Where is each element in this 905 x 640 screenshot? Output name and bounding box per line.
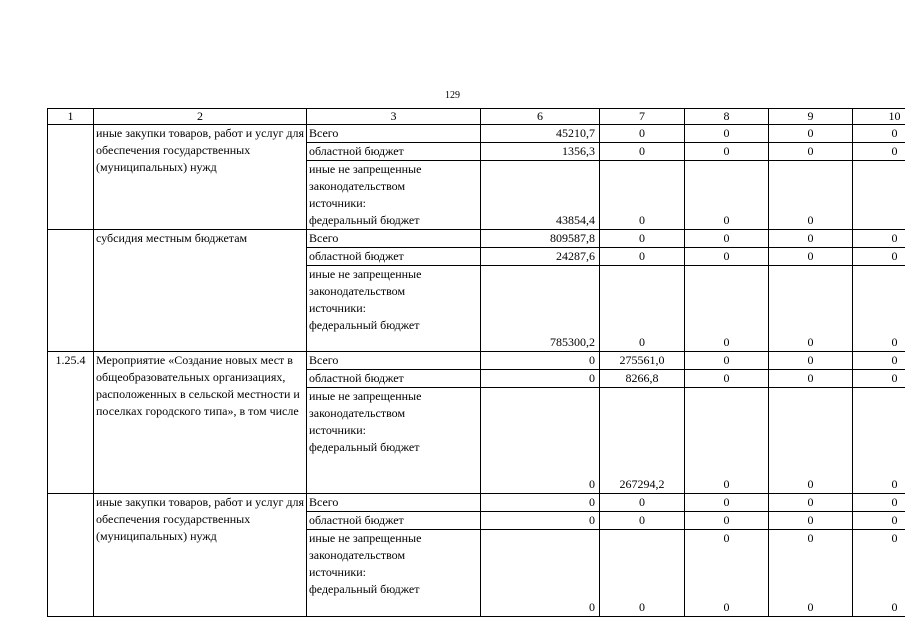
table-row — [48, 352, 905, 370]
funding-source: Всего — [307, 125, 481, 143]
value-cell: 0 — [685, 125, 769, 143]
item-number — [48, 230, 94, 352]
value-cell: 0 — [685, 388, 769, 494]
value-cell: 809587,8 — [481, 230, 600, 248]
funding-source-line: федеральный бюджет — [309, 440, 420, 454]
value-cell: 0 — [685, 266, 769, 352]
funding-source-line: законодательством — [309, 406, 406, 420]
value-cell: 0 — [481, 352, 600, 370]
value-cell: 0 — [769, 512, 853, 530]
value-cell: 0 — [769, 143, 853, 161]
header-cell: 8 — [685, 109, 769, 125]
funding-source — [307, 266, 481, 352]
value-cell: 0 — [853, 370, 905, 388]
item-name: иные закупки товаров, работ и услуг для обеспечения государственных (муниципальных) нужд — [94, 494, 307, 617]
value-cell: 24287,6 — [481, 248, 600, 266]
value-cell: 0 — [769, 388, 853, 494]
funding-source — [307, 388, 481, 494]
table-row — [48, 494, 905, 512]
item-number: 1.25.4 — [48, 352, 94, 494]
value-cell: 1356,3 — [481, 143, 600, 161]
funding-source — [307, 530, 481, 617]
header-cell: 3 — [307, 109, 481, 125]
value-cell: 0 — [769, 352, 853, 370]
item-name: иные закупки товаров, работ и услуг для обеспечения государственных (муниципальных) нужд — [94, 125, 307, 230]
header-cell: 10 — [853, 109, 905, 125]
value-cell-top: 0 — [891, 531, 898, 545]
value-cell: 267294,2 — [600, 388, 685, 494]
value-cell: 8266,8 — [600, 370, 685, 388]
value-cell: 275561,0 — [600, 352, 685, 370]
header-cell: 9 — [769, 109, 853, 125]
funding-source-line: иные не запрещенные — [309, 531, 422, 545]
value-cell: 43854,4 — [481, 161, 600, 230]
value-cell: 0 — [481, 530, 600, 617]
value-cell — [769, 530, 853, 617]
funding-source-line: федеральный бюджет — [309, 318, 420, 332]
value-cell: 0 — [600, 248, 685, 266]
budget-table — [47, 108, 905, 617]
item-number — [48, 125, 94, 230]
value-cell-bottom: 0 — [807, 600, 814, 614]
funding-source: Всего — [307, 352, 481, 370]
value-cell: 0 — [600, 530, 685, 617]
value-cell: 0 — [853, 512, 905, 530]
value-cell: 0 — [600, 125, 685, 143]
value-cell: 0 — [853, 494, 905, 512]
header-cell: 6 — [481, 109, 600, 125]
value-cell: 0 — [600, 512, 685, 530]
funding-source: Всего — [307, 230, 481, 248]
funding-source-line: законодательством — [309, 548, 406, 562]
value-cell: 45210,7 — [481, 125, 600, 143]
value-cell: 0 — [685, 352, 769, 370]
funding-source-line: законодательством — [309, 284, 406, 298]
value-cell-bottom: 0 — [723, 600, 730, 614]
header-cell: 1 — [48, 109, 94, 125]
value-cell — [685, 530, 769, 617]
table-row — [48, 125, 905, 143]
value-cell: 0 — [853, 266, 905, 352]
funding-source: Всего — [307, 494, 481, 512]
value-cell: 0 — [853, 248, 905, 266]
item-name: Мероприятие «Создание новых мест в общеобразовательных организациях, расположенных в сельской местности и поселках городского типа», в том числе — [94, 352, 307, 494]
value-cell: 0 — [853, 352, 905, 370]
value-cell-top: 0 — [723, 531, 730, 545]
funding-source-line: иные не запрещенные — [309, 162, 422, 176]
value-cell: 0 — [853, 230, 905, 248]
value-cell: 0 — [853, 388, 905, 494]
funding-source: областной бюджет — [307, 143, 481, 161]
value-cell: 0 — [685, 512, 769, 530]
funding-source-line: законодательством — [309, 179, 406, 193]
value-cell: 0 — [481, 370, 600, 388]
value-cell — [853, 161, 905, 230]
value-cell: 0 — [685, 248, 769, 266]
value-cell: 0 — [481, 388, 600, 494]
value-cell — [853, 530, 905, 617]
value-cell: 0 — [853, 125, 905, 143]
value-cell: 0 — [769, 161, 853, 230]
funding-source-line: иные не запрещенные — [309, 389, 422, 403]
value-cell: 785300,2 — [481, 266, 600, 352]
funding-source-line: источники: — [309, 423, 366, 437]
funding-source: областной бюджет — [307, 370, 481, 388]
page-number: 129 — [445, 90, 460, 101]
value-cell: 0 — [481, 512, 600, 530]
value-cell: 0 — [769, 125, 853, 143]
funding-source-line: иные не запрещенные — [309, 267, 422, 281]
item-number — [48, 494, 94, 617]
value-cell-top: 0 — [807, 531, 814, 545]
funding-source-line: источники: — [309, 301, 366, 315]
value-cell: 0 — [769, 266, 853, 352]
funding-source: областной бюджет — [307, 248, 481, 266]
value-cell: 0 — [481, 494, 600, 512]
funding-source-line: федеральный бюджет — [309, 582, 420, 596]
value-cell: 0 — [600, 494, 685, 512]
value-cell: 0 — [769, 494, 853, 512]
value-cell: 0 — [685, 161, 769, 230]
funding-source-line: источники: — [309, 565, 366, 579]
value-cell: 0 — [600, 266, 685, 352]
value-cell: 0 — [685, 494, 769, 512]
value-cell: 0 — [600, 143, 685, 161]
value-cell: 0 — [685, 143, 769, 161]
value-cell: 0 — [853, 143, 905, 161]
value-cell: 0 — [600, 161, 685, 230]
value-cell: 0 — [769, 370, 853, 388]
funding-source-line: федеральный бюджет — [309, 213, 420, 227]
value-cell: 0 — [769, 248, 853, 266]
funding-source — [307, 161, 481, 230]
item-name: субсидия местным бюджетам — [94, 230, 307, 352]
value-cell: 0 — [769, 230, 853, 248]
header-cell: 7 — [600, 109, 685, 125]
funding-source-line: источники: — [309, 196, 366, 210]
funding-source: областной бюджет — [307, 512, 481, 530]
value-cell: 0 — [600, 230, 685, 248]
value-cell: 0 — [685, 230, 769, 248]
value-cell: 0 — [685, 370, 769, 388]
value-cell-bottom: 0 — [891, 600, 898, 614]
header-row — [48, 109, 905, 125]
header-cell: 2 — [94, 109, 307, 125]
table-row — [48, 230, 905, 248]
